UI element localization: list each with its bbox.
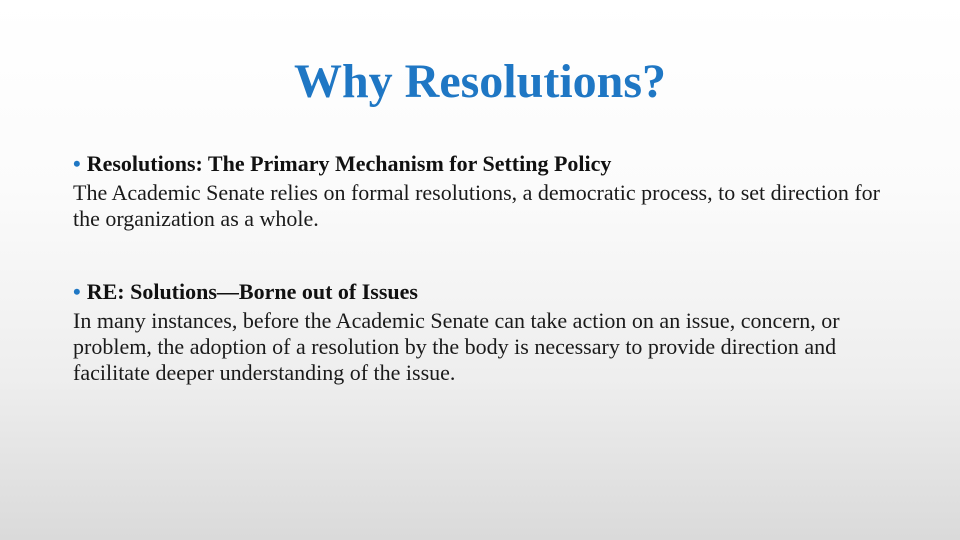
section-heading (73, 278, 903, 306)
section-heading (73, 150, 903, 178)
slide-title: Why Resolutions? (293, 55, 667, 108)
heading-text: RE: Solutions—Borne out of Issues (86, 279, 418, 304)
heading-text: Resolutions: The Primary Mechanism for Setting Policy (86, 151, 612, 176)
bullet-icon: • (73, 279, 81, 304)
section-body: The Academic Senate relies on formal resolutions, a democratic process, to set direction for the organization as a whole. (73, 180, 880, 231)
section-re-solutions (73, 278, 903, 386)
section-body: In many instances, before the Academic Senate can take action on an issue, concern, or problem, the adoption of a resolution by the body is necessary to provide direction and facilitate deeper understanding of the issue. (73, 308, 840, 385)
section-resolutions (73, 150, 903, 232)
slide-content (73, 150, 903, 386)
bullet-icon: • (73, 151, 81, 176)
